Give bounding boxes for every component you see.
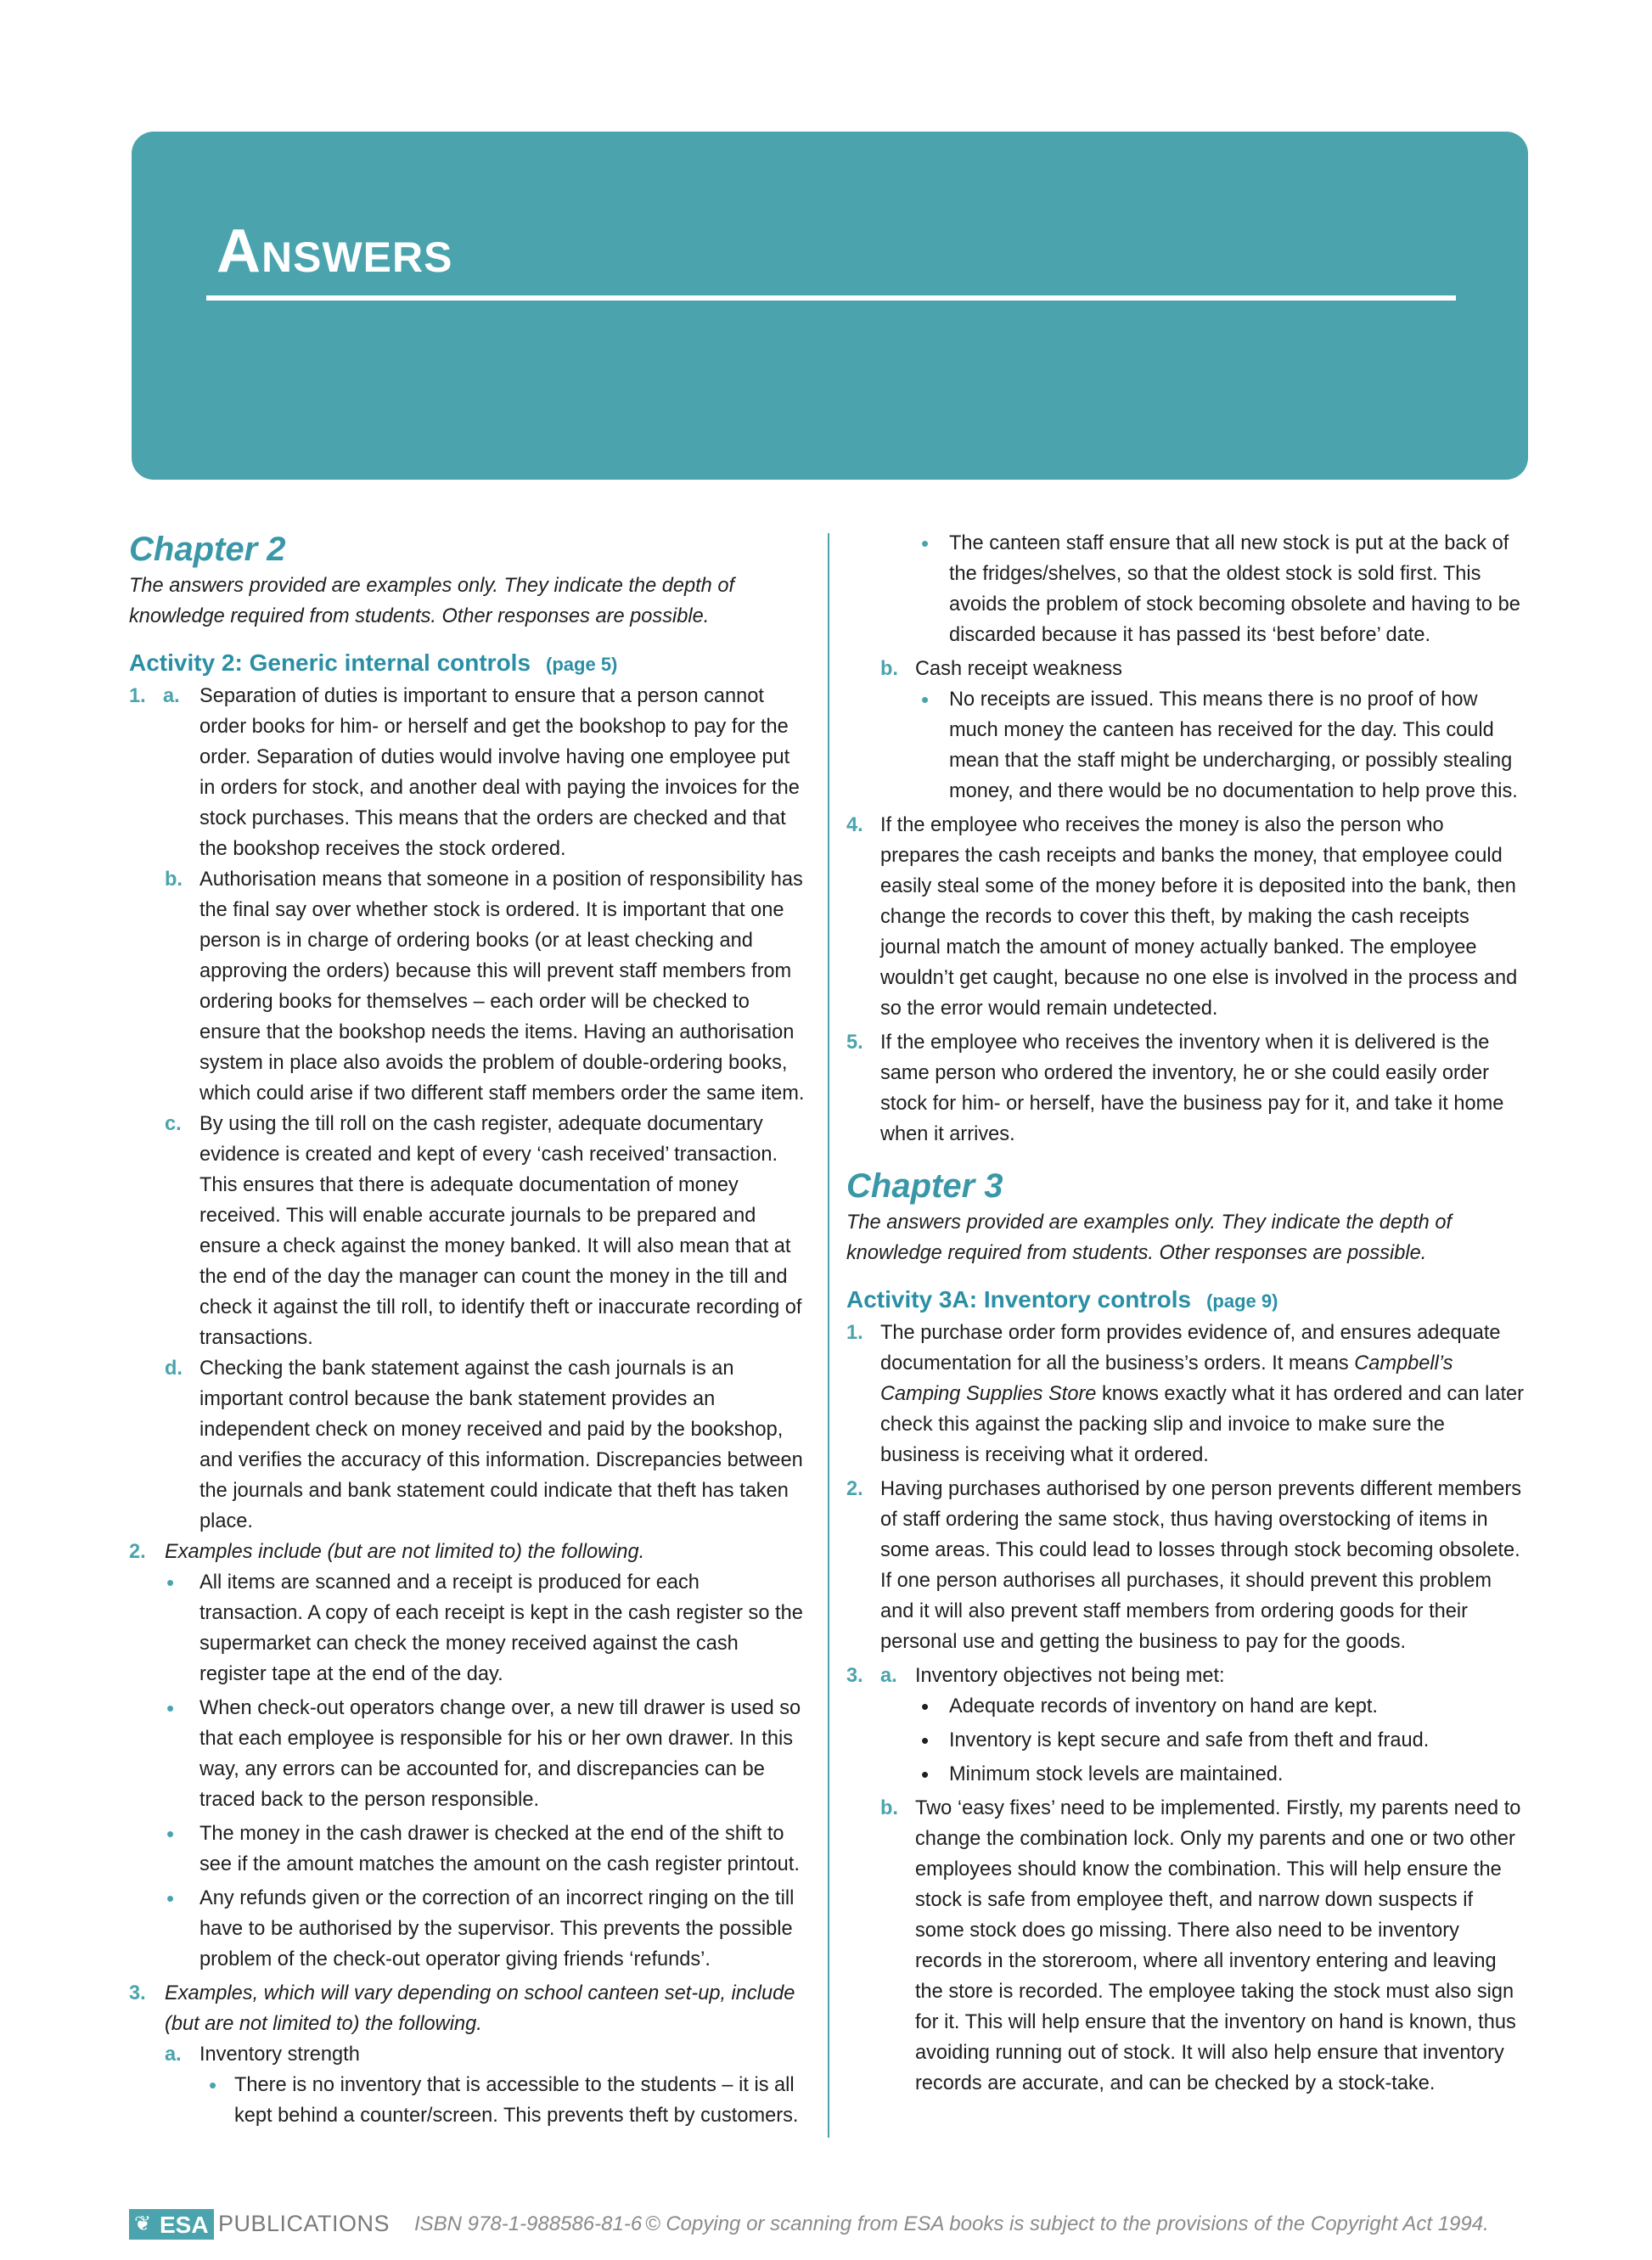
answer-1a <box>129 681 808 864</box>
answer-1b <box>129 864 808 1109</box>
header-banner <box>132 132 1528 480</box>
activity-page-ref: (page 5) <box>546 654 618 675</box>
bullet-icon: • <box>209 2072 217 2098</box>
copyright-notice: © Copying or scanning from ESA books is subject to the provisions of the Copyright Act 1994. <box>645 2212 1489 2235</box>
answer-text: Two ‘easy fixes’ need to be implemented. Firstly, my parents need to change the combination lock. Only my parents and one or two other employees should know the combination. This will help ensure the stock is safe from employee theft, and narrow down suspects if some stock does go missing. There also need to be inventory records in the storeroom, where all inventory entering and leaving the store is recorded. The employee taking the stock must also sign for it. This will help ensure that the inventory on hand is known, thus avoiding running out of stock. It will also help ensure that inventory records are accurate, and can be checked by a stock-take. <box>915 1797 1521 2094</box>
answer-text: Authorisation means that someone in a position of responsibility has the final say over whether stock is ordered. It is important that one person is in charge of ordering books (or at least checking and approving the orders) because this will prevent staff members from ordering books for themselves – each order will be checked to ensure that the bookshop needs the items. Having an authorisation system in place also avoids the problem of double-ordering books, which could arise if two different staff members order the same item. <box>199 869 805 1105</box>
footer <box>129 2207 1530 2243</box>
answer-text: Examples, which will vary depending on school canteen set-up, include (but are not limited to) the following. <box>165 1982 795 2035</box>
logo-text: ESA <box>160 2212 209 2238</box>
page-title: Answers <box>216 217 453 285</box>
list-item <box>846 1691 1527 1722</box>
sub-label: b. <box>880 658 898 680</box>
answer-text: Separation of duties is important to ensure that a person cannot order books for him- or herself and get the bookshop to pay for the order. Separation of duties would involve having one employee put in orders for stock, and another deal with paying the invoices for the stock purchases. This means that the orders are checked and that the bookshop receives the stock ordered. <box>199 685 800 860</box>
answer-text: Inventory objectives not being met: <box>915 1665 1225 1687</box>
right-column <box>846 528 1527 2099</box>
left-column <box>129 528 808 2131</box>
list-item <box>129 1693 808 1815</box>
bullet-icon: • <box>921 531 930 556</box>
isbn: ISBN 978-1-988586-81-6 <box>414 2212 643 2235</box>
chapter-3-heading: Chapter 3 <box>846 1167 1003 1205</box>
answer-text: If the employee who receives the inventory when it is delivered is the same person who ordered the inventory, he or she could easily order stock for him- or herself, have the business pay for it, and take it home when it arrives. <box>880 1032 1504 1145</box>
answer-5 <box>846 1027 1527 1150</box>
answer-1c <box>129 1109 808 1353</box>
activity-title: Activity 3A: Inventory controls <box>846 1286 1192 1313</box>
activity-page-ref: (page 9) <box>1206 1290 1278 1312</box>
chapter-3-intro: The answers provided are examples only. They indicate the depth of knowledge required from students. Other responses are possible. <box>846 1212 1453 1264</box>
bullet-icon: • <box>921 1694 930 1719</box>
bullet-icon: • <box>166 1570 175 1595</box>
answer-text: The purchase order form provides evidence of, and ensures adequate documentation for all the business’s orders. It means <box>880 1322 1501 1375</box>
bullet-icon: • <box>166 1821 175 1847</box>
list-item <box>846 1759 1527 1790</box>
bullet-icon: • <box>921 1762 930 1787</box>
answer-text: Inventory strength <box>199 2044 360 2066</box>
list-item <box>846 528 1527 650</box>
activity-title: Activity 2: Generic internal controls <box>129 649 531 676</box>
bullet-text: Inventory is kept secure and safe from theft and fraud. <box>949 1729 1430 1751</box>
list-item <box>129 2070 808 2131</box>
answer-number: 3. <box>846 1665 863 1687</box>
list-item <box>129 1567 808 1689</box>
answer-number: 2. <box>846 1478 863 1500</box>
bullet-text: There is no inventory that is accessible to the students – it is all kept behind a counter/screen. This prevents theft by customers. <box>234 2074 799 2127</box>
publisher-name: PUBLICATIONS <box>218 2211 391 2236</box>
answer-number: 1. <box>846 1322 863 1344</box>
answer-3-intro <box>129 1978 808 2039</box>
sub-label: d. <box>165 1358 183 1380</box>
answer-number: 1. <box>129 685 146 707</box>
sub-label: b. <box>165 869 183 891</box>
bullet-icon: • <box>166 1886 175 1911</box>
answer-3a-3b <box>846 1793 1527 2099</box>
answer-number: 5. <box>846 1032 863 1054</box>
bullet-icon: • <box>921 687 930 712</box>
answer-3a <box>129 2039 808 2070</box>
answer-text: knows exactly what it has ordered and can later check this against the packing slip and invoice to make sure the business is receiving what it ordered. <box>880 1383 1525 1466</box>
sub-label: a. <box>880 1665 897 1687</box>
business-name: Campbell’s Camping Supplies Store <box>880 1352 1453 1405</box>
answer-3b <box>846 654 1527 684</box>
bullet-icon: • <box>166 1695 175 1721</box>
list-item <box>129 1883 808 1975</box>
answer-text: If the employee who receives the money is also the person who prepares the cash receipts and banks the money, that employee could easily steal some of the money before it is deposited into the bank, then change the records to cover this theft, by making the cash receipts journal match the amount of money actually banked. The employee wouldn’t get caught, because no one else is involved in the process and so the error would remain undetected. <box>880 814 1518 1020</box>
answer-text: Having purchases authorised by one person prevents different members of staff ordering the same stock, thus having overstocking of items in some areas. This could lead to losses through stock becoming obsolete. If one person authorises all purchases, it should prevent this problem and it will also prevent staff members from ordering goods for their personal use and getting the business to pay for the goods. <box>880 1478 1521 1653</box>
answer-2-intro <box>129 1537 808 1567</box>
bullet-text: Minimum stock levels are maintained. <box>949 1763 1284 1785</box>
answer-1d <box>129 1353 808 1537</box>
activity-3a-heading <box>846 1284 1527 1318</box>
title-underline <box>206 295 1456 301</box>
column-divider <box>828 533 829 2138</box>
bullet-text: The canteen staff ensure that all new stock is put at the back of the fridges/shelves, so that the oldest stock is sold first. This avoids the problem of stock becoming obsolete and having to be discarded because it has passed its ‘best before’ date. <box>949 532 1520 646</box>
sub-label: c. <box>165 1113 182 1135</box>
answer-number: 3. <box>129 1982 146 2004</box>
bullet-text: When check-out operators change over, a new till drawer is used so that each employee is responsible for his or her own drawer. In this way, any errors can be accounted for, and discrepancies can be traced back to the person responsible. <box>199 1697 801 1811</box>
bullet-icon: • <box>921 1728 930 1753</box>
answer-text: By using the till roll on the cash register, adequate documentary evidence is created and kept of every ‘cash received’ transaction. This ensures that there is adequate documentation of money received. This will enable accurate journals to be prepared and ensure a check against the money banked. It will also mean that at the end of the day the manager can count the money in the till and check it against the till roll, to identify theft or inaccurate recording of transactions. <box>199 1113 802 1349</box>
answer-3a-2 <box>846 1474 1527 1657</box>
bullet-text: All items are scanned and a receipt is produced for each transaction. A copy of each receipt is kept in the cash register so the supermarket can check the money received against the cash register tape at the end of the day. <box>199 1571 803 1685</box>
esa-logo <box>129 2209 214 2240</box>
answer-3a-1 <box>846 1318 1527 1470</box>
chapter-2-heading: Chapter 2 <box>129 531 286 568</box>
activity-2-heading <box>129 647 808 681</box>
answer-number: 4. <box>846 814 863 836</box>
bullet-text: Any refunds given or the correction of an incorrect ringing on the till have to be authorised by the supervisor. This prevents the possible problem of the check-out operator giving friends ‘refunds’. <box>199 1887 795 1970</box>
answer-text: Examples include (but are not limited to) the following. <box>165 1541 645 1563</box>
bullet-text: The money in the cash drawer is checked at the end of the shift to see if the amount matches the amount on the cash register printout. <box>199 1823 800 1875</box>
answer-text: Checking the bank statement against the cash journals is an important control because the bank statement provides an independent check on money received and paid by the bookshop, and verifies the accuracy of this information. Discrepancies between the journals and bank statement could indicate that theft has taken place. <box>199 1358 803 1532</box>
list-item <box>846 1725 1527 1756</box>
sub-label: a. <box>165 2044 182 2066</box>
chapter-2-intro: The answers provided are examples only. They indicate the depth of knowledge required from students. Other responses are possible. <box>129 575 735 627</box>
bullet-text: Adequate records of inventory on hand are kept. <box>949 1695 1378 1717</box>
list-item <box>129 1819 808 1880</box>
leaf-icon: ❦ <box>134 2212 152 2235</box>
answer-3a-3a <box>846 1661 1527 1691</box>
sub-label: b. <box>880 1797 898 1819</box>
bullet-text: No receipts are issued. This means there is no proof of how much money the canteen has received for the day. This could mean that the staff might be undercharging, or possibly stealing money, and there would be no documentation to help prove this. <box>949 689 1518 802</box>
sub-label: a. <box>163 685 180 707</box>
answer-4 <box>846 810 1527 1024</box>
answer-text: Cash receipt weakness <box>915 658 1122 680</box>
answer-number: 2. <box>129 1541 146 1563</box>
list-item <box>846 684 1527 807</box>
